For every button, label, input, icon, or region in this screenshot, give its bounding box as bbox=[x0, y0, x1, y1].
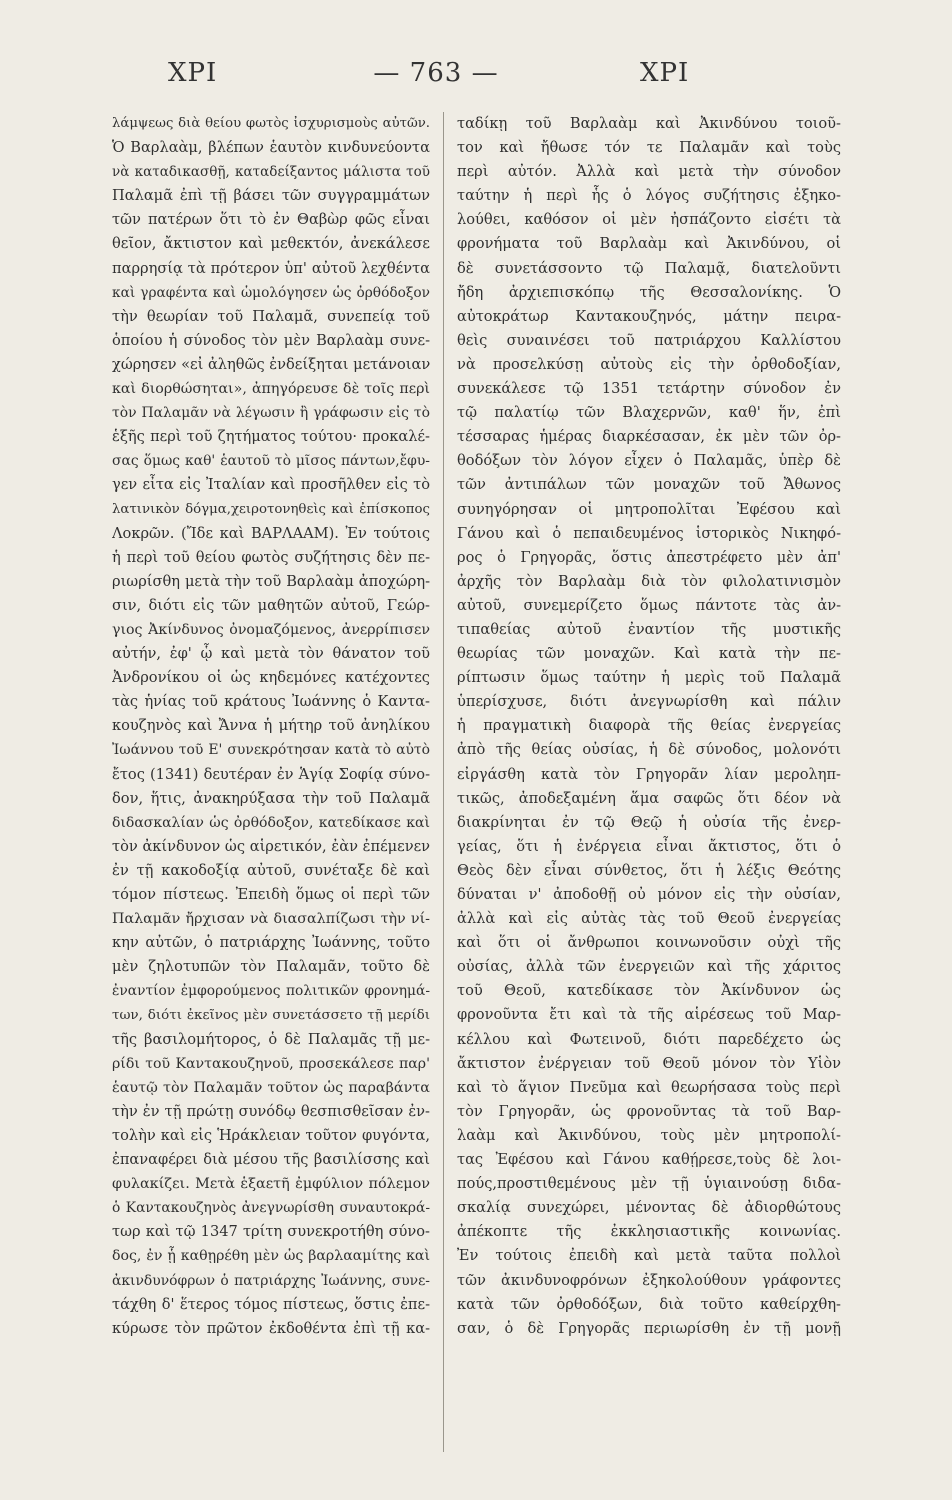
text-line: πούς,προστιθεμένους μὲν τῇ ὑγιαινούσῃ διδα- bbox=[457, 1175, 841, 1193]
text-line: αὐτοκράτωρ Καντακουζηνός, μάτην πειρα- bbox=[457, 307, 841, 325]
text-line: τὸν ἀκίνδυνον ὡς αἱρετικόν, ἐὰν ἐπέμενεν bbox=[112, 837, 430, 855]
text-line: Παλαμᾶ ἐπὶ τῇ βάσει τῶν συγγραμμάτων bbox=[112, 187, 430, 205]
text-line: παρρησίᾳ τὰ πρότερον ὑπ' αὐτοῦ λεχθέντα bbox=[112, 259, 430, 277]
text-line: τὸν Γρηγορᾶν, ὡς φρονοῦντας τὰ τοῦ Βαρ- bbox=[457, 1102, 841, 1120]
text-line: καὶ τὸ ἅγιον Πνεῦμα καὶ θεωρήσασα τοὺς περὶ bbox=[457, 1078, 841, 1096]
text-line: τῆς βασιλομήτορος, ὁ δὲ Παλαμᾶς τῇ με- bbox=[112, 1030, 430, 1048]
text-line: ἐπαναφέρει διὰ μέσου τῆς βασιλίσσης καὶ bbox=[112, 1151, 430, 1169]
text-line: ρίδι τοῦ Καντακουζηνοῦ, προσεκάλεσε παρ' bbox=[112, 1055, 430, 1072]
text-line: φυλακίζει. Μετὰ ἑξαετῆ ἐμφύλιον πόλεμον bbox=[112, 1176, 430, 1193]
text-line: δύναται ν' ἀποδοθῇ οὐ μόνον εἰς τὴν οὐσίαν, bbox=[457, 886, 841, 903]
text-line: λούθει, καθόσον οἱ μὲν ἠσπάζοντο εἰσέτι τὰ bbox=[457, 211, 841, 229]
text-line: ἀρχῆς τὸν Βαρλαὰμ διὰ τὸν φιλολατινισμὸν bbox=[457, 572, 841, 590]
text-line: λατινικὸν δόγμα,χειροτονηθεὶς καὶ ἐπίσκοπος bbox=[112, 501, 430, 517]
text-line: γείας, ὅτι ἡ ἐνέργεια εἶναι ἄκτιστος, ὅτι ὁ bbox=[457, 837, 841, 855]
text-line: κέλλου καὶ Φωτεινοῦ, διότι παρεδέχετο ὡς bbox=[457, 1030, 841, 1048]
text-line: θεὶς συναινέσει τοῦ πατριάρχου Καλλίστου bbox=[457, 331, 841, 349]
text-line: ταύτην ἡ περὶ ἧς ὁ λόγος συζήτησις ἐξηκο- bbox=[457, 187, 841, 205]
text-line: θοδόξων τὸν λόγον εἶχεν ὁ Παλαμᾶς, ὑπὲρ δὲ bbox=[457, 452, 841, 470]
text-line: κατὰ τῶν ὀρθοδόξων, διὰ τοῦτο καθείρχθη- bbox=[457, 1295, 841, 1313]
text-line: ἀκινδυνόφρων ὁ πατριάρχης Ἰωάννης, συνε- bbox=[112, 1272, 430, 1289]
text-line: ρος ὁ Γρηγορᾶς, ὅστις ἀπεστρέφετο μὲν ἀπ' bbox=[457, 548, 841, 566]
text-line: κύρωσε τὸν πρῶτον ἐκδοθέντα ἐπὶ τῇ κα- bbox=[112, 1319, 430, 1337]
text-line: φρονοῦντα ἔτι καὶ τὰ τῆς αἱρέσεως τοῦ Μαρ- bbox=[457, 1006, 841, 1024]
page-header bbox=[0, 58, 952, 98]
text-line: συνηγόρησαν οἱ μητροπολῖται Ἐφέσου καὶ bbox=[457, 500, 841, 518]
text-line: κην αὐτῶν, ὁ πατριάρχης Ἰωάννης, τοῦτο bbox=[112, 934, 430, 952]
text-line: θεῖον, ἄκτιστον καὶ μεθεκτόν, ἀνεκάλεσε bbox=[112, 235, 430, 253]
text-line: μὲν ζηλοτυπῶν τὸν Παλαμᾶν, τοῦτο δὲ bbox=[112, 958, 430, 976]
text-line: λαὰμ καὶ Ἀκινδύνου, τοὺς μὲν μητροπολί- bbox=[457, 1126, 841, 1144]
text-line: τας Ἐφέσου καὶ Γάνου καθῄρεσε,τοὺς δὲ λοι- bbox=[457, 1151, 841, 1169]
text-line: τιπαθείας αὐτοῦ ἐναντίον τῆς μυστικῆς bbox=[457, 620, 841, 638]
text-line: λάμψεως διὰ θείου φωτὸς ἰσχυρισμοὺς αὐτῶν. bbox=[112, 116, 430, 131]
text-line: ὁ Καντακουζηνὸς ἀνεγνωρίσθη συναυτοκρά- bbox=[112, 1200, 430, 1217]
text-line: ἤδη ἀρχιεπισκόπῳ τῆς Θεσσαλονίκης. Ὁ bbox=[457, 283, 841, 301]
text-line: ἡ πραγματικὴ διαφορὰ τῆς θείας ἐνεργείας bbox=[457, 717, 841, 735]
text-line: ἀπὸ τῆς θείας οὐσίας, ἡ δὲ σύνοδος, μολονότι bbox=[457, 741, 841, 759]
left-text-column bbox=[112, 112, 430, 1341]
text-line: ἑαυτῷ τὸν Παλαμᾶν τοῦτον ὡς παραβάντα bbox=[112, 1079, 430, 1096]
text-line: Παλαμᾶν ἤρχισαν νὰ διασαλπίζωσι τὴν νί- bbox=[112, 911, 430, 928]
text-line: Ὁ Βαρλαὰμ, βλέπων ἑαυτὸν κινδυνεύοντα bbox=[112, 139, 430, 157]
text-line: νὰ προσελκύσῃ αὐτοὺς εἰς τὴν ὀρθοδοξίαν, bbox=[457, 355, 841, 373]
text-line: φρονήματα τοῦ Βαρλαὰμ καὶ Ἀκινδύνου, οἱ bbox=[457, 235, 841, 253]
text-line: ἔτος (1341) δευτέραν ἐν Ἁγίᾳ Σοφίᾳ σύνο- bbox=[112, 765, 430, 783]
text-line: ἀλλὰ καὶ εἰς αὐτὰς τὰς τοῦ Θεοῦ ἐνεργείας bbox=[457, 910, 841, 928]
right-text-column bbox=[457, 112, 841, 1341]
text-line: δον, ἥτις, ἀνακηρύξασα τὴν τοῦ Παλαμᾶ bbox=[112, 789, 430, 807]
text-line: τικῶς, ἀποδεξαμένη ἅμα σαφῶς ὅτι δέον νὰ bbox=[457, 789, 841, 807]
text-line: σαν, ὁ δὲ Γρηγορᾶς περιωρίσθη ἐν τῇ μονῇ bbox=[457, 1319, 841, 1337]
text-line: Θεὸς δὲν εἶναι σύνθετος, ὅτι ἡ λέξις Θεότης bbox=[457, 861, 841, 879]
text-line: νὰ καταδικασθῇ, καταδείξαντος μάλιστα τοῦ bbox=[112, 164, 430, 181]
text-line: ἐναντίον ἐμφορούμενος πολιτικῶν φρονημά- bbox=[112, 983, 430, 1000]
text-line: ἡ περὶ τοῦ θείου φωτὸς συζήτησις δὲν πε- bbox=[112, 548, 430, 566]
text-line: ὑπερίσχυσε, διότι ἀνεγνωρίσθη καὶ πάλιν bbox=[457, 693, 841, 711]
running-head-left: XPI bbox=[168, 58, 218, 88]
text-line: τον καὶ ἤθωσε τόν τε Παλαμᾶν καὶ τοὺς bbox=[457, 139, 841, 157]
text-line: καὶ γραφέντα καὶ ὡμολόγησεν ὡς ὀρθόδοξον bbox=[112, 284, 430, 301]
text-line: διδασκαλίαν ὡς ὀρθόδοξον, κατεδίκασε καὶ bbox=[112, 814, 430, 831]
text-line: ρίπτωσιν ὅμως ταύτην ἡ μερὶς τοῦ Παλαμᾶ bbox=[457, 669, 841, 687]
text-line: τὴν ἐν τῇ πρώτῃ συνόδῳ θεσπισθεῖσαν ἐν- bbox=[112, 1102, 430, 1120]
text-line: ριωρίσθη μετὰ τὴν τοῦ Βαρλαὰμ ἀποχώρη- bbox=[112, 572, 430, 590]
text-line: Λοκρῶν. (Ἴδε καὶ ΒΑΡΛΑΑΜ). Ἐν τούτοις bbox=[112, 524, 430, 542]
text-line: εἰργάσθη κατὰ τὸν Γρηγορᾶν λίαν μεροληπ- bbox=[457, 765, 841, 783]
text-line: τὰς ἡνίας τοῦ κράτους Ἰωάννης ὁ Καντα- bbox=[112, 693, 430, 711]
text-line: Ἀνδρονίκου οἱ ὡς κηδεμόνες κατέχοντες bbox=[112, 669, 430, 687]
text-line: δὲ συνετάσσοντο τῷ Παλαμᾷ, διατελοῦντι bbox=[457, 259, 841, 277]
text-line: τῶν ἀκινδυνοφρόνων ἐξηκολούθουν γράφοντες bbox=[457, 1271, 841, 1289]
text-line: τωρ καὶ τῷ 1347 τρίτη συνεκροτήθη σύνο- bbox=[112, 1223, 430, 1241]
text-line: ἄκτιστον ἐνέργειαν τοῦ Θεοῦ μόνον τὸν Υἱὸν bbox=[457, 1054, 841, 1072]
text-line: Γάνου καὶ ὁ πεπαιδευμένος ἱστορικὸς Νικηφό- bbox=[457, 524, 841, 542]
column-divider bbox=[443, 112, 444, 1452]
text-line: τέσσαρας ἡμέρας διαρκέσασαν, ἐκ μὲν τῶν ὀρ- bbox=[457, 428, 841, 446]
text-line: γιος Ἀκίνδυνος ὀνομαζόμενος, ἀνερρίπισεν bbox=[112, 621, 430, 638]
text-line: τῷ παλατίῳ τῶν Βλαχερνῶν, καθ' ἥν, ἐπὶ bbox=[457, 404, 841, 422]
text-line: οὐσίας, ἀλλὰ τῶν ἐνεργειῶν καὶ τῆς χάριτος bbox=[457, 958, 841, 976]
text-line: τολὴν καὶ εἰς Ἡράκλειαν τοῦτον φυγόντα, bbox=[112, 1126, 430, 1144]
text-line: σας ὅμως καθ' ἑαυτοῦ τὸ μῖσος πάντων,ἔφυ- bbox=[112, 453, 430, 470]
text-line: τάχθη δ' ἕτερος τόμος πίστεως, ὅστις ἐπε- bbox=[112, 1295, 430, 1313]
text-line: δος, ἐν ᾗ καθῃρέθη μὲν ὡς βαρλααμίτης καὶ bbox=[112, 1248, 430, 1265]
text-line: τὸν Παλαμᾶν νὰ λέγωσιν ἢ γράφωσιν εἰς τὸ bbox=[112, 405, 430, 422]
text-line: κουζηνὸς καὶ Ἄννα ἡ μήτηρ τοῦ ἀνηλίκου bbox=[112, 717, 430, 735]
text-line: γεν εἶτα εἰς Ἰταλίαν καὶ προσῆλθεν εἰς τὸ bbox=[112, 476, 430, 494]
text-line: τὴν θεωρίαν τοῦ Παλαμᾶ, συνεπείᾳ τοῦ bbox=[112, 307, 430, 325]
text-line: ὁποίου ἡ σύνοδος τὸν μὲν Βαρλαὰμ συνε- bbox=[112, 331, 430, 349]
text-line: ἐν τῇ κακοδοξίᾳ αὐτοῦ, συνέταξε δὲ καὶ bbox=[112, 861, 430, 879]
page-number: — 763 — bbox=[373, 58, 499, 88]
text-line: χώρησεν «εἰ ἀληθῶς ἐνδείξηται μετάνοιαν bbox=[112, 355, 430, 373]
text-line: ἀπέκοπτε τῆς ἐκκλησιαστικῆς κοινωνίας. bbox=[457, 1223, 841, 1241]
text-line: αὐτήν, ἐφ' ᾧ καὶ μετὰ τὸν θάνατον τοῦ bbox=[112, 645, 430, 663]
text-line: Ἰωάννου τοῦ Ε' συνεκρότησαν κατὰ τὸ αὐτὸ bbox=[112, 742, 430, 759]
text-line: ἑξῆς περὶ τοῦ ζητήματος τούτου· προκαλέ- bbox=[112, 428, 430, 446]
text-line: σιν, διότι εἰς τῶν μαθητῶν αὐτοῦ, Γεώρ- bbox=[112, 596, 430, 614]
text-line: των, διότι ἐκεῖνος μὲν συνετάσσετο τῇ μερίδι bbox=[112, 1007, 430, 1024]
text-line: καὶ ὅτι οἱ ἄνθρωποι κοινωνοῦσιν οὐχὶ τῆς bbox=[457, 934, 841, 952]
text-line: διακρίνηται ἐν τῷ Θεῷ ἡ οὐσία τῆς ἐνερ- bbox=[457, 813, 841, 831]
text-line: τόμον πίστεως. Ἐπειδὴ ὅμως οἱ περὶ τῶν bbox=[112, 886, 430, 903]
text-line: αὐτοῦ, συνεμερίζετο ὅμως πάντοτε τὰς ἀν- bbox=[457, 596, 841, 614]
text-line: καὶ διορθώσηται», ἀπηγόρευσε δὲ τοῖς περὶ bbox=[112, 381, 430, 398]
text-line: συνεκάλεσε τῷ 1351 τετάρτην σύνοδον ἐν bbox=[457, 380, 841, 398]
text-line: θεωρίας τῶν μοναχῶν. Καὶ κατὰ τὴν πε- bbox=[457, 645, 841, 663]
text-line: σκαλίᾳ συνεχώρει, μένοντας δὲ ἀδιορθώτους bbox=[457, 1199, 841, 1217]
text-line: περὶ αὐτόν. Ἀλλὰ καὶ μετὰ τὴν σύνοδον bbox=[457, 163, 841, 181]
text-line: τῶν ἀντιπάλων τῶν μοναχῶν τοῦ Ἄθωνος bbox=[457, 476, 841, 494]
text-line: τοῦ Θεοῦ, κατεδίκασε τὸν Ἀκίνδυνον ὡς bbox=[457, 982, 841, 1000]
running-head-right: XPI bbox=[640, 58, 690, 88]
text-line: Ἐν τούτοις ἐπειδὴ καὶ μετὰ ταῦτα πολλοὶ bbox=[457, 1247, 841, 1265]
text-line: τῶν πατέρων ὅτι τὸ ἐν Θαβὼρ φῶς εἶναι bbox=[112, 211, 430, 229]
text-line: ταδίκῃ τοῦ Βαρλαὰμ καὶ Ἀκινδύνου τοιοῦ- bbox=[457, 115, 841, 132]
